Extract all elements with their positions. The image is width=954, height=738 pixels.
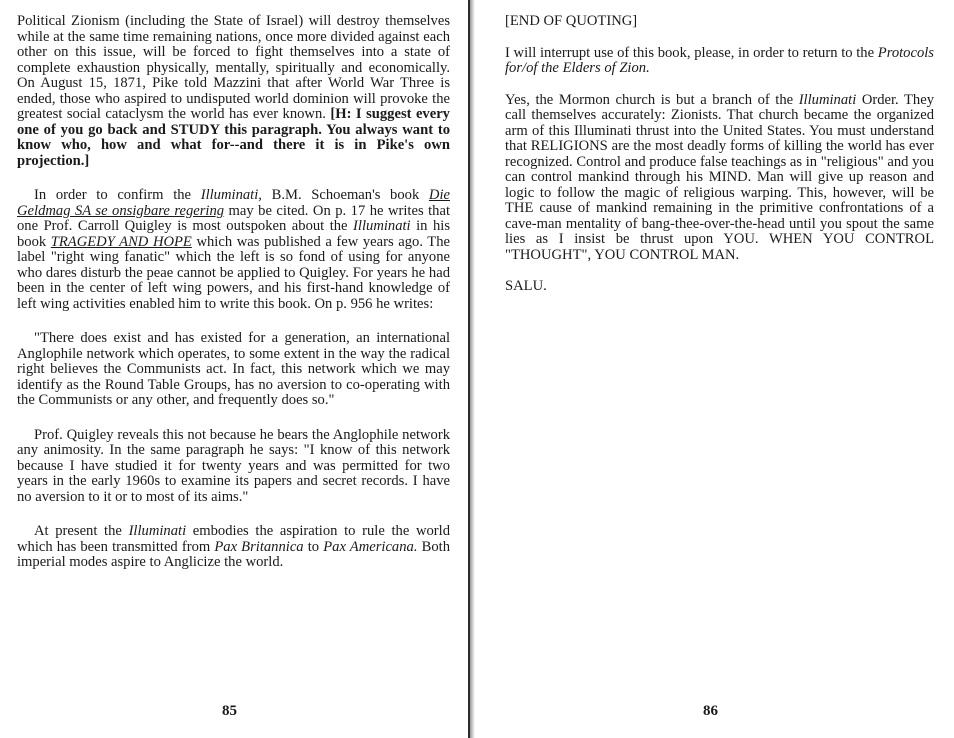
right-paragraph-1: [END OF QUOTING] xyxy=(505,13,638,29)
left-p2-italic-1: Illuminati, xyxy=(200,187,262,203)
left-p1-bold-note: [H: I suggest every one of you go back and STUDY this paragraph. You always want to know who, how and what for--and there it is in Pike's own projection.] xyxy=(17,106,450,169)
left-p2-text-e: which was published a few years ago. The label "right wing fanatic" which the left is so fond of using for anyone who dares disturb the peae cannot be applied to Quigley. For years he had been in the center of left wing powers, and his first-hand knowledge of left wing activities enabled him to write this book. On p. 956 he writes: xyxy=(17,233,450,312)
left-p2-text-a: In order to confirm the xyxy=(34,187,201,203)
left-p5-italic-2: Pax Britannica xyxy=(214,538,304,555)
left-paragraph-1 xyxy=(17,14,450,169)
left-p2-text-b: B.M. Schoeman's book xyxy=(261,187,429,203)
left-p5-text-a: At present the xyxy=(34,523,129,539)
right-paragraph-3 xyxy=(505,93,934,264)
right-p3-text-b: Order. They call themselves accurately: Zionists. That church became the organized arm of this Illuminati thrust into the United States. You must understand that RELIGIONS are the most deadly forms of killing the world has ever recognized. Control and produce false teachings as in "religious" and you can control mankind through his MIND. Man will give up reason and logic to follow the magic of religious warping. This, however, will be THE cause of mankind remaining in the primitive confrontations of a cave-man mentality of bang-thee-over-the-head until you spout the same lies as I insist be thrust upon YOU. WHEN YOU CONTROL "THOUGHT", YOU CONTROL MAN. xyxy=(505,91,934,263)
left-page xyxy=(0,0,472,738)
left-p5-text-b: embodies the aspiration to rule the world which has been transmitted from xyxy=(17,523,451,555)
right-paragraph-4: SALU. xyxy=(505,278,547,294)
left-p5-text-d: Both imperial modes aspire to Anglicize the world. xyxy=(17,538,450,570)
left-p2-book-title-2: TRAGEDY AND HOPE xyxy=(50,233,192,250)
right-p2-text: I will interrupt use of this book, please, in order to return to the xyxy=(505,44,878,61)
page-number-right: 86 xyxy=(703,703,718,719)
right-p3-text-a: Yes, the Mormon church is but a branch of the xyxy=(505,91,799,108)
left-paragraph-quote: "There does exist and has existed for a generation, an international Anglophile network which operates, to some extent in the way the radical right believes the Communists act. In fact, this network which we may identify as the Round Table Groups, has no aversion to co-operating with the Communists or any other, and frequently does so." xyxy=(17,330,450,408)
left-p2-italic-3: Illuminati xyxy=(353,218,411,234)
right-p2-italic-title: Protocols for/of the Elders of Zion. xyxy=(505,44,934,76)
left-p5-italic-3: Pax Americana. xyxy=(323,538,418,555)
left-p2-book-title: Die Geldmag SA se onsigbare regering xyxy=(17,187,450,219)
left-p1-text: Political Zionism (including the State of Israel) will destroy themselves while at the same time remaining nations, once more divided against each other on this issue, will be forced to fight themselves into a state of complete exhaustion physically, mentally, spiritually and economically. On August 15, 1871, Pike told Mazzini that after World War Three is ended, those who aspired to undisputed world dominion will provoke the greatest social cataclysm the world has ever known. xyxy=(17,13,450,122)
right-paragraph-2 xyxy=(505,46,934,77)
right-page xyxy=(472,0,954,738)
left-p2-text-c: may be cited. On p. 17 he writes that one Prof. Carroll Quigley is most outspoken about the xyxy=(17,202,450,234)
left-p2-text-d: in his book xyxy=(17,218,451,250)
right-p3-italic-1: Illuminati xyxy=(798,91,857,108)
left-p5-italic-1: Illuminati xyxy=(128,523,187,539)
left-p5-text-c: to xyxy=(303,538,324,555)
left-paragraph-4: Prof. Quigley reveals this not because he bears the Anglophile network any animosity. In the same paragraph he says: "I know of this network because I have studied it for twenty years and was permitted for two years in the early 1960s to examine its papers and secret records. I have no aversion to it or to most of its aims." xyxy=(17,426,450,505)
left-paragraph-2 xyxy=(17,188,450,312)
left-paragraph-5 xyxy=(17,524,450,571)
page-number-left: 85 xyxy=(222,703,237,719)
